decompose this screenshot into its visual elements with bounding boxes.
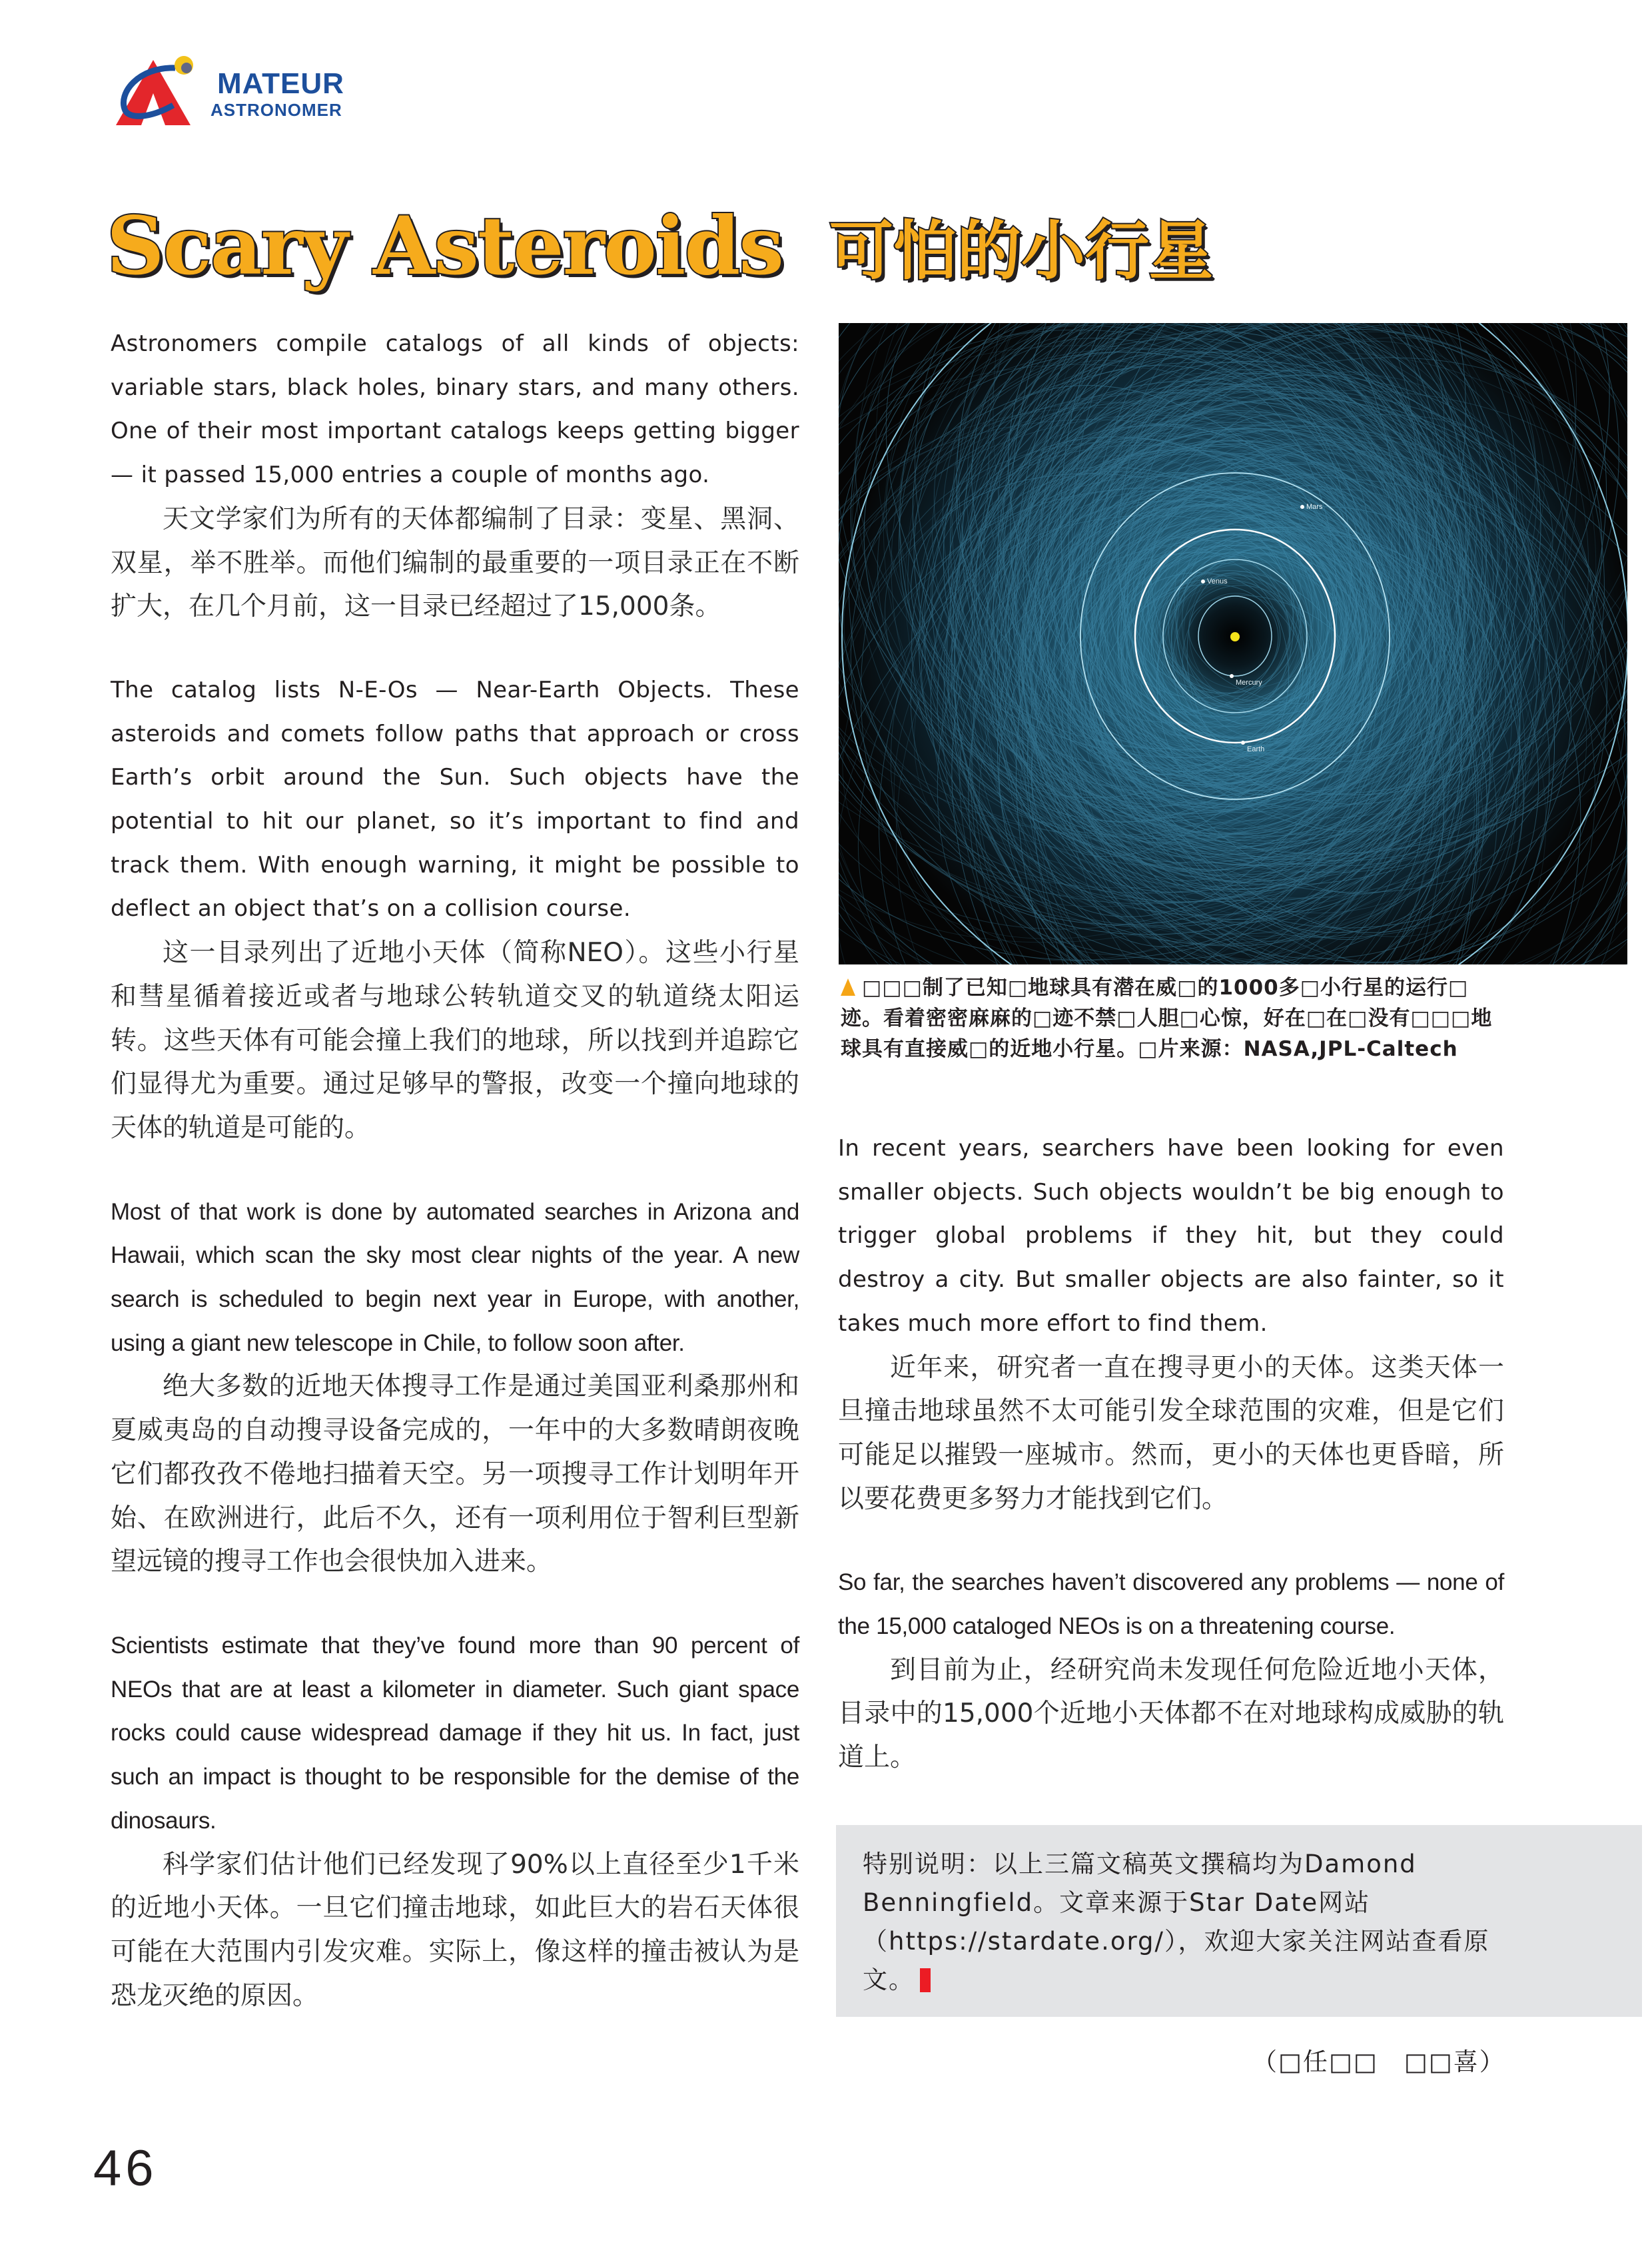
special-note-text: 特别说明：以上三篇文稿英文撰稿均为Damond Benningfield。文章来源于Star Date网站（https://stardate.org/），欢迎大家关注网站查看原文。	[863, 1850, 1490, 1994]
end-mark-icon	[920, 1968, 931, 1992]
title-english: Scary Asteroids	[107, 199, 783, 293]
mercury-dot	[1230, 674, 1234, 678]
logo-wordmark-bottom: ASTRONOMER	[210, 100, 342, 120]
paragraph-4-chinese: 科学家们估计他们已经发现了90%以上直径至少1千米的近地小天体。一旦它们撞击地球，如此巨大的岩石天体很可能在大范围内引发灾难。实际上，像这样的撞击被认为是恐龙灭绝的原因。	[111, 1849, 799, 2011]
title-chinese: 可怕的小行星	[829, 214, 1213, 288]
paragraph-4-english: Scientists estimate that they’ve found more than 90 percent of NEOs that are at least a kilometer in diameter. Such giant space rocks could cause widespread damage if they hit us. In fact, just such an impact is thought to be responsible for the demise of the dinosaurs.	[111, 1632, 799, 1834]
paragraph-6-chinese: 到目前为止，经研究尚未发现任何危险近地小天体，目录中的15,000个近地小天体都不在对地球构成威胁的轨道上。	[838, 1655, 1504, 1773]
mercury-label: Mercury	[1236, 679, 1262, 687]
figure-caption	[841, 972, 1507, 1064]
asteroid-orbits-image	[839, 323, 1627, 964]
paragraph-2-chinese: 这一目录列出了近地小天体（简称NEO）。这些小行星和彗星循着接近或者与地球公转轨道交叉的轨道绕太阳运转。这些天体有可能会撞上我们的地球，所以找到并追踪它们显得尤为重要。通过足够早的警报，改变一个撞向地球的天体的轨道是可能的。	[111, 938, 799, 1143]
paragraph-5-english: In recent years, searchers have been looking for even smaller objects. Such objects wouldn’t be big enough to trigger global problems if they hit, but they could destroy a city. But smaller objects are also fainter, so it takes much more effort to find them.	[838, 1135, 1504, 1337]
caption-text: □□□制了已知□地球具有潜在威□的1000多□小行星的运行□迹。看着密密麻麻的□迹不禁□人胆□心惊，好在□在□没有□□□地球具有直接威□的近地小行星。□片来源：NASA,JPL-Caltech	[841, 976, 1493, 1061]
caption-triangle-icon	[841, 978, 855, 996]
right-column	[838, 1127, 1504, 1780]
mars-dot	[1300, 505, 1304, 509]
paragraph-6-english: So far, the searches haven’t discovered any problems — none of the 15,000 cataloged NEOs is on a threatening course.	[838, 1569, 1504, 1640]
special-note-box	[836, 1825, 1642, 2017]
paragraph-1-chinese: 天文学家们为所有的天体都编制了目录：变星、黑洞、双星，举不胜举。而他们编制的最重要的一项目录正在不断扩大，在几个月前，这一目录已经超过了15,000条。	[111, 504, 799, 622]
magazine-logo	[112, 53, 344, 127]
paragraph-3-chinese: 绝大多数的近地天体搜寻工作是通过美国亚利桑那州和夏威夷岛的自动搜寻设备完成的，一年中的大多数晴朗夜晚它们都孜孜不倦地扫描着天空。另一项搜寻工作计划明年开始、在欧洲进行，此后不久，还有一项利用位于智利巨型新望远镜的搜寻工作也会很快加入进来。	[111, 1371, 799, 1577]
orbit-diagram	[839, 323, 1627, 964]
article-title	[107, 200, 1213, 293]
venus-dot	[1201, 579, 1205, 583]
paragraph-1-english: Astronomers compile catalogs of all kinds of objects: variable stars, black holes, binary stars, and many others. One of their most important catalogs keeps getting bigger — it passed 15,000 entries a couple of months ago.	[111, 330, 799, 489]
paragraph-3-english: Most of that work is done by automated searches in Arizona and Hawaii, which scan the sky most clear nights of the year. A new search is scheduled to begin next year in Europe, with another, using a giant new telescope in Chile, to follow soon after.	[111, 1198, 799, 1356]
logo-mark-icon	[112, 53, 199, 127]
venus-label: Venus	[1207, 577, 1228, 585]
mars-label: Mars	[1306, 503, 1323, 511]
left-column	[111, 322, 799, 2018]
paragraph-5-chinese: 近年来，研究者一直在搜寻更小的天体。这类天体一旦撞击地球虽然不太可能引发全球范围的灾难，但是它们可能足以摧毁一座城市。然而，更小的天体也更昏暗，所以要花费更多努力才能找到它们。	[838, 1352, 1504, 1514]
editor-credit: （□任□□ □□喜）	[1252, 2048, 1505, 2076]
paragraph-2-english: The catalog lists N-E-Os — Near-Earth Objects. These asteroids and comets follow paths that approach or cross Earth’s orbit around the Sun. Such objects have the potential to hit our planet, so it’s important to find and track them. With enough warning, it might be possible to deflect an object that’s on a collision course.	[111, 676, 799, 923]
logo-wordmark-top: MATEUR	[217, 67, 344, 100]
earth-dot	[1241, 741, 1245, 745]
page-number: 46	[93, 2140, 158, 2197]
sun-icon	[1230, 632, 1240, 641]
earth-label: Earth	[1247, 745, 1265, 753]
